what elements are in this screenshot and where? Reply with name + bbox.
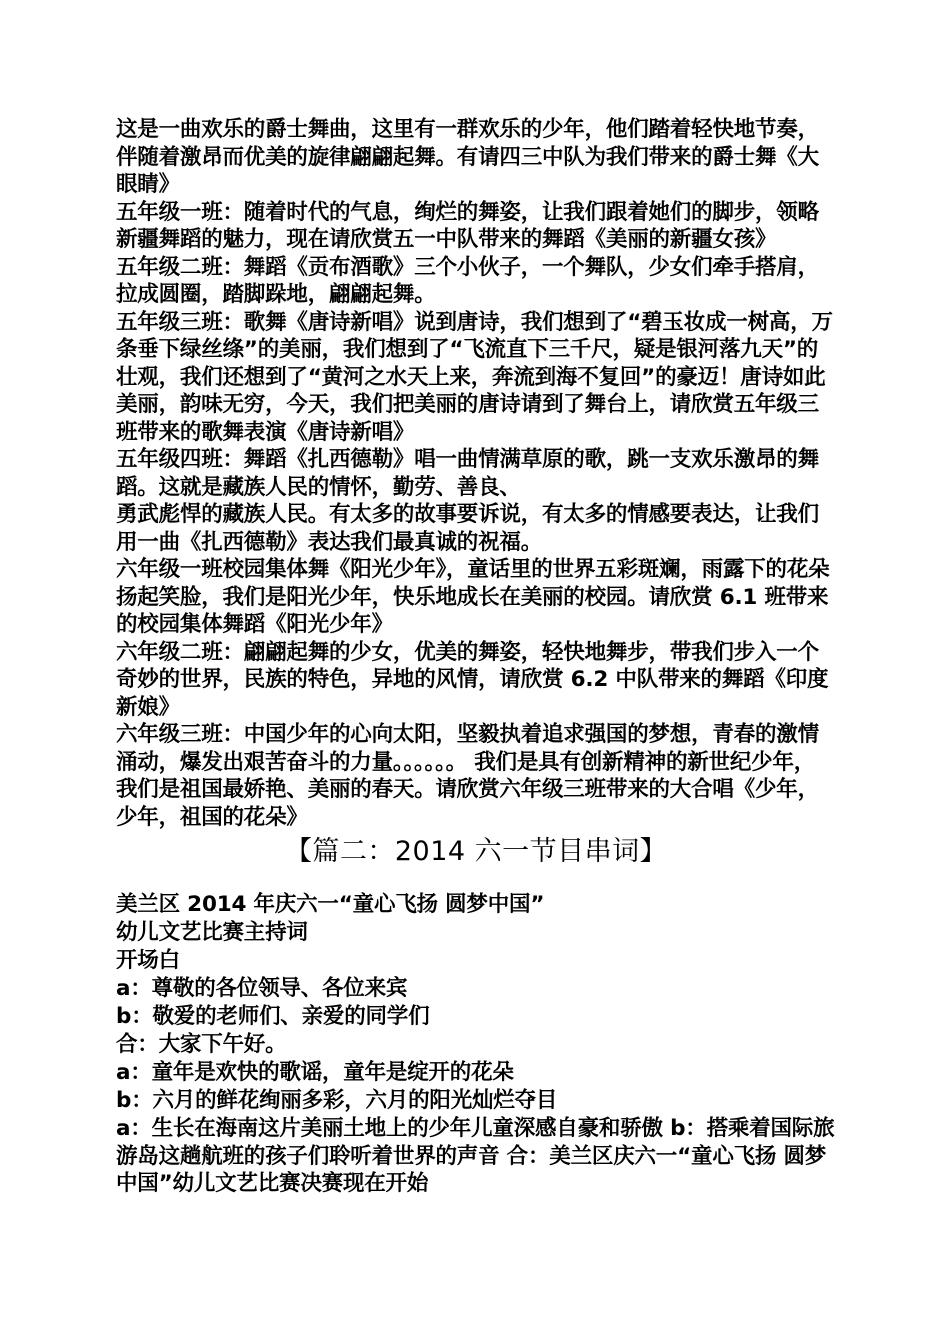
grade5-class2-intro: 五年级二班：舞蹈《贡布酒歌》三个小伙子，一个舞队，少女们牵手搭肩，拉成圆圈，踏脚跺地，翩翩起舞。 (116, 254, 819, 307)
host-line: a：童年是欢快的歌谣，童年是绽开的花朵 (116, 1060, 514, 1085)
section-heading: 【篇二：2014 六一节目串词】 (284, 836, 668, 867)
grade6-class1-intro: 六年级一班校园集体舞《阳光少年》，童话里的世界五彩斑斓，雨露下的花朵扬起笑脸，我们是阳光少年，快乐地成长在美丽的校园。请欣赏 6.1 班带来的校园集体舞蹈《阳光少年》 (116, 557, 830, 637)
host-line: 合：大家下午好。 (116, 1032, 287, 1057)
grade5-class4-continued: 勇武彪悍的藏族人民。有太多的故事要诉说，有太多的情感要表达，让我们用一曲《扎西德勒》表达我们最真诚的祝福。 (116, 502, 819, 555)
event-subtitle-line: 幼儿文艺比赛主持词 (116, 920, 308, 945)
grade6-class2-intro: 六年级二班：翩翩起舞的少女，优美的舞姿，轻快地舞步，带我们步入一个奇妙的世界，民族的特色，异地的风情，请欣赏 6.2 中队带来的舞蹈《印度新娘》 (116, 639, 829, 720)
intro-jazz-dance: 这是一曲欢乐的爵士舞曲，这里有一群欢乐的少年，他们踏着轻快地节奏，伴随着激昂而优美的旋律翩翩起舞。有请四三中队为我们带来的爵士舞《大眼睛》 (116, 117, 819, 197)
grade5-class4-intro: 五年级四班：舞蹈《扎西德勒》唱一曲情满草原的歌，跳一支欢乐激昂的舞蹈。这就是藏族人民的情怀，勤劳、善良、 (116, 447, 819, 500)
host-line: a：尊敬的各位领导、各位来宾 (116, 976, 408, 1001)
host-line: b：六月的鲜花绚丽多彩，六月的阳光灿烂夺目 (116, 1088, 558, 1113)
document-page (116, 116, 836, 1198)
grade5-class1-intro: 五年级一班：随着时代的气息，绚烂的舞姿，让我们跟着她们的脚步，领略新疆舞蹈的魅力，现在请欣赏五一中队带来的舞蹈《美丽的新疆女孩》 (116, 199, 819, 252)
host-closing-paragraph: a：生长在海南这片美丽土地上的少年儿童深感自豪和骄傲 b：搭乘着国际旅游岛这趟航班的孩子们聆听着世界的声音 合：美兰区庆六一“童心飞扬 圆梦中国”幼儿文艺比赛决赛现在开始 (116, 1116, 835, 1196)
event-title-line: 美兰区 2014 年庆六一“童心飞扬 圆梦中国” (116, 892, 545, 917)
grade6-class3-intro: 六年级三班：中国少年的心向太阳，坚毅执着追求强国的梦想，青春的激情涌动，爆发出艰苦奋斗的力量。。。。。。 我们是具有创新精神的新世纪少年，我们是祖国最娇艳、美丽的春天。请欣赏六年级三班带来的大合唱《少年，少年，祖国的花朵》 (116, 722, 819, 830)
grade5-class3-intro: 五年级三班：歌舞《唐诗新唱》说到唐诗，我们想到了“碧玉妆成一树高，万条垂下绿丝绦”的美丽，我们想到了“飞流直下三千尺，疑是银河落九天”的壮观，我们还想到了“黄河之水天上来，奔流到海不复回”的豪迈！唐诗如此美丽，韵味无穷，今天，我们把美丽的唐诗请到了舞台上，请欣赏五年级三班带来的歌舞表演《唐诗新唱》 (116, 309, 833, 445)
opening-heading: 开场白 (116, 948, 180, 973)
host-line: b：敬爱的老师们、亲爱的同学们 (116, 1004, 430, 1029)
